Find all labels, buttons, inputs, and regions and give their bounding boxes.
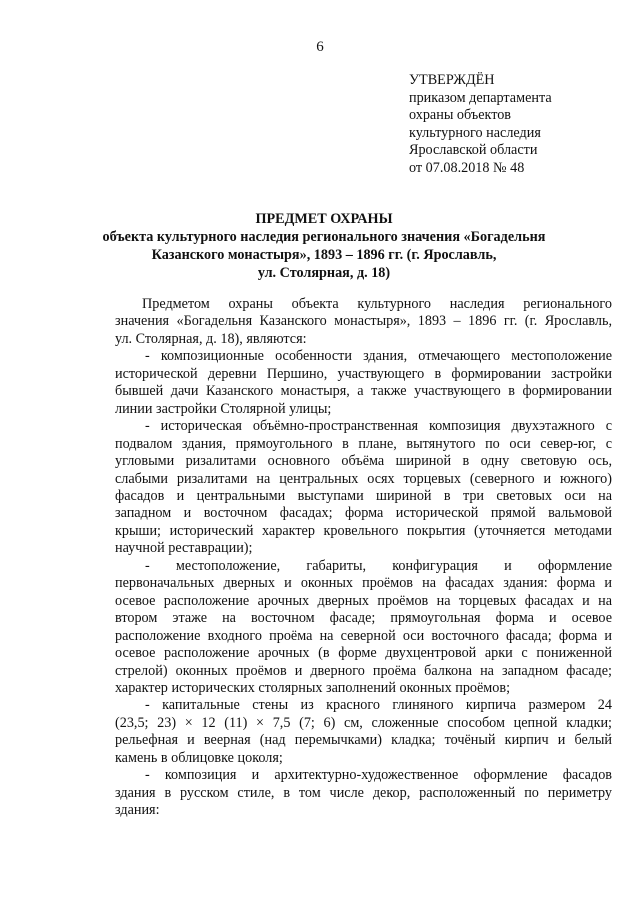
text-line: стрелой) оконных проёмов и дверного проёма балкона на западном фасаде; [115,662,612,679]
text-line: осевое расположение арочных (в форме двухцентровой арки с пониженной [115,645,612,662]
text-line: слабыми ризалитами на центральных осях торцевых (северного и южного) [115,470,612,487]
text-line: здания в русском стиле, в том числе декор, расположенный по периметру [115,784,612,801]
approval-stamp-block [409,72,634,178]
text-line: - композиционные особенности здания, отмечающего местоположение [145,348,612,365]
text-line: втором этаже на восточном фасаде; прямоугольная форма и осевое [115,610,612,627]
text-line: (23,5; 23) × 12 (11) × 7,5 (7; 6) см, сложенные способом цепной кладки; [115,714,612,731]
approval-line: Ярославской области [409,142,538,159]
list-item-walls [115,697,612,767]
approval-line: УТВЕРЖДЁН [409,72,495,88]
text-line: осевое расположение арочных дверных проёмов на торцевых фасадах и на [115,592,612,609]
text-line: Предметом охраны объекта культурного наследия регионального [142,296,612,312]
approval-line: культурного наследия [409,124,541,141]
text-line: - местоположение, габариты, конфигурация и оформление [145,557,612,574]
page-number: 6 [316,39,324,55]
heading-subtitle-line: объекта культурного наследия регионального значения «Богадельня [102,229,546,245]
approval-line: от 07.08.2018 № 48 [409,159,525,176]
intro-paragraph [115,296,612,348]
text-line: - историческая объёмно-пространственная композиция двухэтажного с [145,418,612,435]
text-line: научной реставрации); [115,540,253,557]
heading-title: ПРЕДМЕТ ОХРАНЫ [255,211,393,227]
document-heading [100,210,548,282]
text-line: бывшей дачи Казанского монастыря, а также участвующего в формировании [115,383,612,400]
text-line: - композиция и архитектурно-художественное оформление фасадов [145,767,612,784]
text-line: характер исторических столярных заполнений оконных проёмов; [115,679,511,696]
text-line: исторической деревни Першино, участвующего в формировании застройки [115,365,612,382]
text-line: первоначальных дверных и оконных проёмов на фасадах здания: форма и [115,575,612,592]
text-line: камень в облицовке цоколя; [115,749,283,766]
approval-line: приказом департамента [409,89,552,106]
heading-subtitle-line: ул. Столярная, д. 18) [257,265,391,281]
text-line: крыши; исторический характер кровельного покрытия (уточняется методами [115,522,612,539]
list-item-facades [115,767,612,819]
text-line: рельефная и веерная (над перемычками) кладка; точёный кирпич и белый [115,732,612,749]
text-line: западном и восточном фасадах; форма исторической прямой вальмовой [115,505,612,522]
list-item-openings [115,558,612,698]
list-item-volume [115,418,612,558]
text-line: расположение входного проёма на северной оси восточного фасада; форма и [115,627,612,644]
heading-subtitle-line: Казанского монастыря», 1893 – 1896 гг. (г. Ярославль, [151,247,497,263]
text-line: угловыми ризалитами основного объёма шириной в одну световую ось, [115,453,612,470]
text-line: здания: [115,802,160,819]
text-line: значения «Богадельня Казанского монастыря», 1893 – 1896 гг. (г. Ярославль, [115,313,612,330]
text-line: - капитальные стены из красного глиняного кирпича размером 24 [145,697,612,714]
approval-line: охраны объектов [409,107,511,124]
text-line: подвалом здания, прямоугольного в плане, вытянутого по оси север-юг, с [115,435,612,452]
text-line: линии застройки Столярной улицы; [115,400,332,417]
text-line: фасадов и центральными выступами шириной в три световых оси на [115,487,612,504]
document-body [115,296,612,820]
text-line: ул. Столярная, д. 18), являются: [115,330,307,347]
list-item-composition [115,348,612,418]
